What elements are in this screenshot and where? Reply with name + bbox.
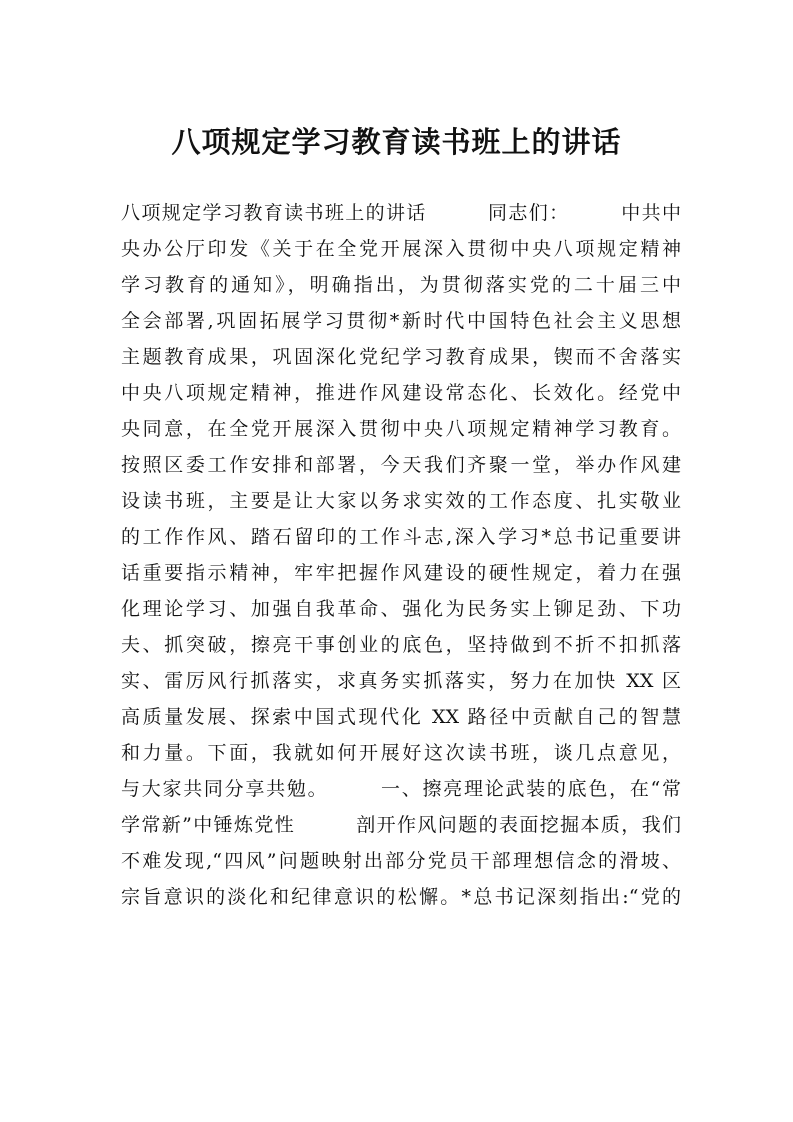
body-line: 宗旨意识的淡化和纪律意识的松懈。*总书记深刻指出:“党的 <box>121 886 681 908</box>
body-line: 话重要指示精神，牢牢把握作风建设的硬性规定，着力在强 <box>121 562 681 584</box>
body-line: 全会部署,巩固拓展学习贯彻*新时代中国特色社会主义思想 <box>121 310 681 332</box>
body-line: 与大家共同分享共勉。 一、擦亮理论武装的底色，在“常 <box>121 778 681 800</box>
body-line: 化理论学习、加强自我革命、强化为民务实上铆足劲、下功 <box>121 598 681 620</box>
body-line: 实、雷厉风行抓落实，求真务实抓落实，努力在加快 XX 区 <box>121 670 681 692</box>
body-line: 主题教育成果，巩固深化党纪学习教育成果，锲而不舍落实 <box>121 346 681 368</box>
body-line: 中央八项规定精神，推进作风建设常态化、长效化。经党中 <box>121 382 681 404</box>
body-line: 八项规定学习教育读书班上的讲话 同志们： 中共中 <box>121 202 681 224</box>
body-line: 央办公厅印发《关于在全党开展深入贯彻中央八项规定精神 <box>121 238 681 260</box>
body-line: 央同意，在全党开展深入贯彻中央八项规定精神学习教育。 <box>121 418 681 440</box>
body-line: 学习教育的通知》，明确指出，为贯彻落实党的二十届三中 <box>121 274 681 296</box>
body-line: 学常新”中锤炼党性 剖开作风问题的表面挖掘本质，我们 <box>121 814 681 836</box>
body-line: 按照区委工作安排和部署，今天我们齐聚一堂，举办作风建 <box>121 454 681 476</box>
body-line: 高质量发展、探索中国式现代化 XX 路径中贡献自己的智慧 <box>121 706 681 728</box>
body-line: 夫、抓突破，擦亮干事创业的底色，坚持做到不折不扣抓落 <box>121 634 681 656</box>
document-title: 八项规定学习教育读书班上的讲话 <box>171 125 622 159</box>
document-body <box>121 195 681 915</box>
body-line: 和力量。下面，我就如何开展好这次读书班，谈几点意见， <box>121 742 681 764</box>
body-line: 不难发现,“四风”问题映射出部分党员干部理想信念的滑坡、 <box>121 850 681 872</box>
body-line: 的工作作风、踏石留印的工作斗志,深入学习*总书记重要讲 <box>121 526 681 548</box>
body-line: 设读书班，主要是让大家以务求实效的工作态度、扎实敬业 <box>121 490 681 512</box>
